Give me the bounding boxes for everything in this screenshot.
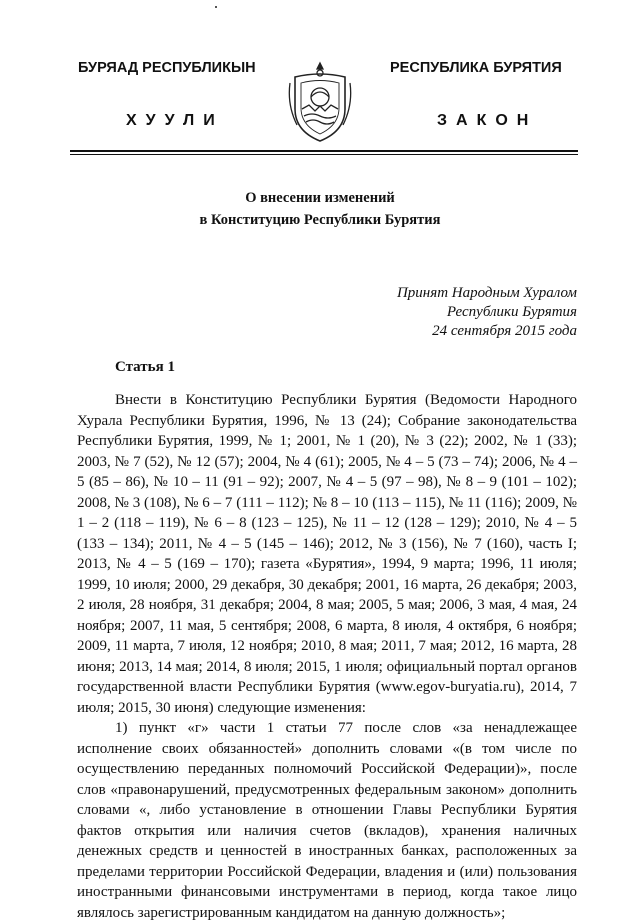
header-rule-thick: [70, 150, 578, 152]
adoption-line1: Принят Народным Хуралом: [396, 285, 577, 301]
header-right-title: РЕСПУБЛИКА БУРЯТИЯ: [390, 60, 562, 76]
header-right-doc-type: ЗАКОН: [437, 112, 538, 129]
article-heading: Статья 1: [115, 359, 175, 375]
buryatia-coat-of-arms-icon: [287, 61, 353, 143]
law-title-line2: в Конституцию Республики Бурятия: [199, 212, 441, 228]
law-title-line1: О внесении изменений: [245, 190, 395, 206]
article-paragraph-2: 1) пункт «г» части 1 статьи 77 после слов «за ненадлежащее исполнение своих обязанностей» дополнить словами «(в том числе по осуществлению переданных полномочий Российской Федерации)», после слов «правонарушений, предусмотренных федеральным законом» дополнить словами «, либо установление в отношении Главы Республики Бурятия фактов открытия или наличия счетов (вкладов), хранения наличных денежных средств и ценностей в иностранных банках, расположенных за пределами территории Российской Федерации, владения и (или) пользования иностранными финансовыми инструментами в период, когда такое лицо являлось зарегистрированным кандидатом на данную должность»;: [77, 720, 577, 921]
header-left-doc-type: ХУУЛИ: [126, 112, 224, 129]
adoption-line2: Республики Бурятия: [446, 304, 577, 320]
scan-speck: [215, 6, 217, 8]
article-body: [77, 390, 577, 923]
article-paragraph-1: Внести в Конституцию Республики Бурятия (Ведомости Народного Хурала Республики Бурятия, 1996, № 13 (24); Собрание законодательства Республики Бурятия, 1999, № 1; 2001, № 1 (20), № 3 (22); 2002, № 1 (33); 2003, № 7 (52), № 12 (57); 2004, № 4 (61); 2005, № 4 – 5 (73 – 74); 2006, № 4 – 5 (85 – 86), № 10 – 11 (91 – 92); 2007, № 4 – 5 (97 – 98), № 8 – 9 (101 – 102); 2008, № 3 (108), № 6 – 7 (111 – 112); № 8 – 10 (113 – 115), № 11 (116); 2009, № 1 – 2 (118 – 119), № 6 – 8 (123 – 125), № 11 – 12 (128 – 129); 2010, № 4 – 5 (133 – 134); 2011, № 4 – 5 (145 – 146); 2012, № 3 (156), № 7 (160), часть I; 2013, № 4 – 5 (169 – 170); газета «Бурятия», 1994, 9 марта; 1996, 11 июля; 1999, 10 июля; 2000, 29 декабря, 30 декабря; 2001, 16 марта, 26 декабря; 2003, 2 июля, 28 ноября, 31 декабря; 2004, 8 мая; 2005, 5 мая; 2006, 3 мая, 4 мая, 24 ноября; 2007, 11 мая, 5 сентября; 2008, 6 марта, 8 июля, 4 октября, 6 ноября; 2009, 11 марта, 7 июля, 12 ноября; 2010, 8 мая; 2011, 7 мая; 2012, 16 марта, 28 июня; 2013, 14 мая; 2014, 8 июля; 2015, 1 июля; официальный портал органов государственной власти Республики Бурятия (www.egov-buryatia.ru), 2014, 7 июля; 2015, 30 июня) следующие изменения:: [77, 392, 577, 716]
header-left-title: БУРЯАД РЕСПУБЛИКЫН: [78, 60, 256, 76]
adoption-date: 24 сентября 2015 года: [432, 323, 577, 339]
header-rule-thin: [70, 154, 578, 155]
